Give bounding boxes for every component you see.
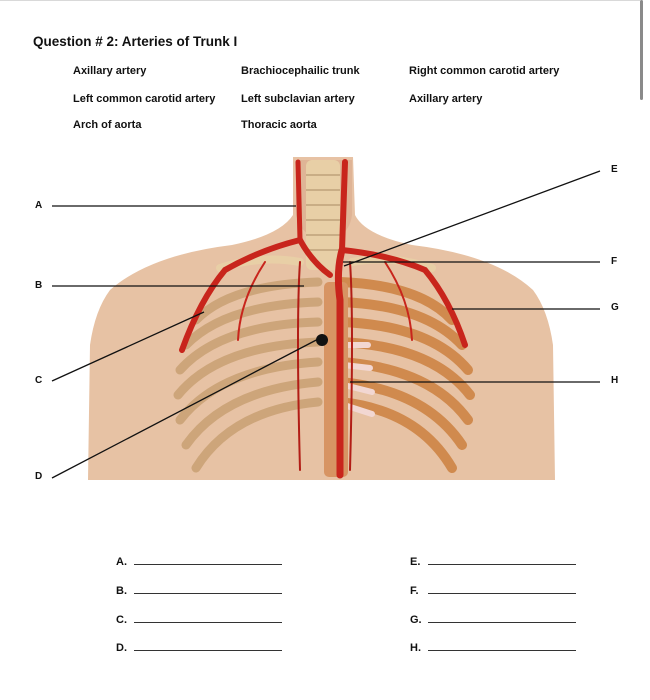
answer-label-d: D. xyxy=(116,642,127,654)
answer-label-a: A. xyxy=(116,556,127,568)
answer-blank-f[interactable] xyxy=(428,593,576,594)
answer-label-b: B. xyxy=(116,585,127,597)
word-bank-term: Left subclavian artery xyxy=(241,93,355,105)
pointer-dot xyxy=(316,334,328,346)
top-divider xyxy=(0,0,640,1)
figure-label-f: F xyxy=(611,256,618,267)
figure-label-b: B xyxy=(35,280,43,291)
answer-label-c: C. xyxy=(116,614,127,626)
answer-blank-a[interactable] xyxy=(134,564,282,565)
answer-blank-b[interactable] xyxy=(134,593,282,594)
trunk-arteries-illustration xyxy=(0,150,650,490)
word-bank-term: Right common carotid artery xyxy=(409,65,560,77)
word-bank-term: Brachiocephailic trunk xyxy=(241,65,360,77)
answer-label-f: F. xyxy=(410,585,419,597)
figure-label-c: C xyxy=(35,375,43,386)
word-bank-term: Left common carotid artery xyxy=(73,93,216,105)
figure-label-e: E xyxy=(611,164,618,175)
figure-label-d: D xyxy=(35,471,43,482)
word-bank-term: Axillary artery xyxy=(73,65,147,77)
answer-label-e: E. xyxy=(410,556,421,568)
word-bank-term: Axillary artery xyxy=(409,93,483,105)
word-bank-term: Thoracic aorta xyxy=(241,119,317,131)
answer-label-h: H. xyxy=(410,642,421,654)
answer-blank-d[interactable] xyxy=(134,650,282,651)
answer-label-g: G. xyxy=(410,614,422,626)
scrollbar[interactable] xyxy=(640,0,643,100)
sternum xyxy=(324,282,348,477)
figure-label-a: A xyxy=(35,200,43,211)
answer-blank-e[interactable] xyxy=(428,564,576,565)
word-bank-term: Arch of aorta xyxy=(73,119,142,131)
answer-blank-g[interactable] xyxy=(428,622,576,623)
answer-blank-c[interactable] xyxy=(134,622,282,623)
figure-label-h: H xyxy=(611,375,619,386)
answer-blank-h[interactable] xyxy=(428,650,576,651)
figure-label-g: G xyxy=(611,302,619,313)
question-title: Question # 2: Arteries of Trunk I xyxy=(33,34,238,49)
